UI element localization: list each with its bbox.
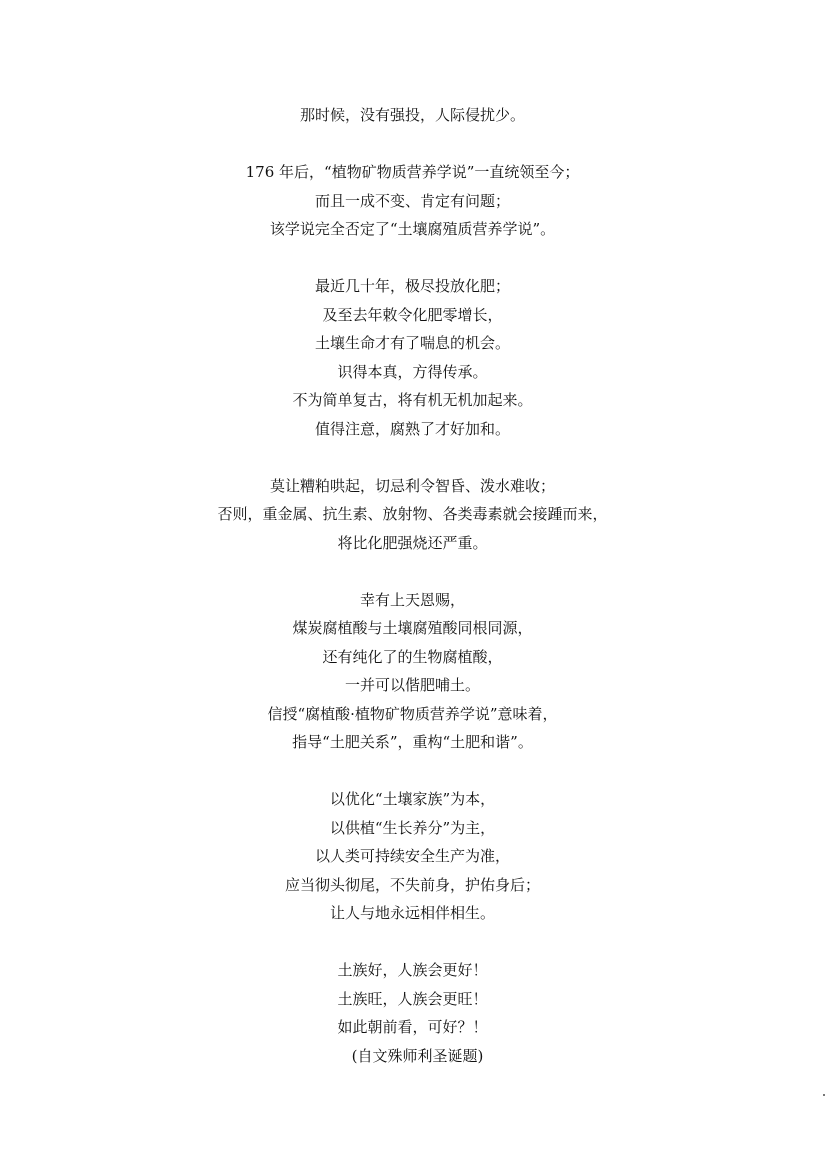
poem-line: 及至去年敕令化肥零增长， xyxy=(322,305,503,324)
poem-line: 还有纯化了的生物腐植酸， xyxy=(322,647,503,666)
poem-line: 莫让糟粕哄起，切忌利令智昏、泼水难收； xyxy=(269,476,555,495)
poem-line: 将比化肥强烧还严重。 xyxy=(337,533,488,552)
poem-line: 值得注意，腐熟了才好加和。 xyxy=(314,419,510,438)
poem-line: 指导“土肥关系”，重构“土肥和谐”。 xyxy=(292,733,533,751)
poem-signature: (自文殊师利圣诞题) xyxy=(351,1046,484,1065)
poem-line: 土族旺，人族会更旺！ xyxy=(337,989,488,1008)
poem-line: 信授“腐植酸·植物矿物质营养学说”意味着， xyxy=(267,704,558,723)
poem-line: 否则，重金属、抗生素、放射物、各类毒素就会接踵而来， xyxy=(217,505,608,523)
poem-line: 一并可以偕肥哺土。 xyxy=(344,676,480,694)
stanza-gap xyxy=(0,757,825,786)
poem-line: 以优化“土壤家族”为本， xyxy=(329,790,496,808)
poem-line: 不为简单复古，将有机无机加起来。 xyxy=(292,391,533,409)
stanza-gap xyxy=(0,443,825,472)
stanza-gap xyxy=(0,130,825,159)
poem-line: 以供植“生长养分”为主， xyxy=(329,818,496,837)
poem-line: 土壤生命才有了喘息的机会。 xyxy=(314,334,510,352)
poem-line: 如此朝前看，可好？！ xyxy=(337,1018,488,1036)
stanza-gap xyxy=(0,557,825,586)
poem-line: 那时候，没有强投，人际侵扰少。 xyxy=(299,106,525,124)
stanza-gap xyxy=(0,244,825,273)
poem-line: 土族好，人族会更好！ xyxy=(337,961,488,979)
poem-line: 应当彻头彻尾，不失前身，护佑身后； xyxy=(284,875,540,894)
poem-line: 煤炭腐植酸与土壤腐殖酸同根同源， xyxy=(292,619,533,637)
poem-line: 以人类可持续安全生产为准， xyxy=(314,847,510,865)
stanza-gap xyxy=(0,928,825,957)
poem-line: 让人与地永远相伴相生。 xyxy=(329,904,495,922)
poem-line: 最近几十年，极尽投放化肥； xyxy=(314,277,510,295)
poem-line: 而且一成不变、肯定有问题； xyxy=(314,191,510,210)
poem-line: 该学说完全否定了“土壤腐殖质营养学说”。 xyxy=(269,220,556,238)
poem-line: 幸有上天恩赐， xyxy=(359,590,465,609)
poem xyxy=(0,101,825,1070)
poem-line: 176 年后，“植物矿物质营养学说”一直统领至今； xyxy=(245,163,580,181)
poem-line: 识得本真，方得传承。 xyxy=(337,362,488,381)
